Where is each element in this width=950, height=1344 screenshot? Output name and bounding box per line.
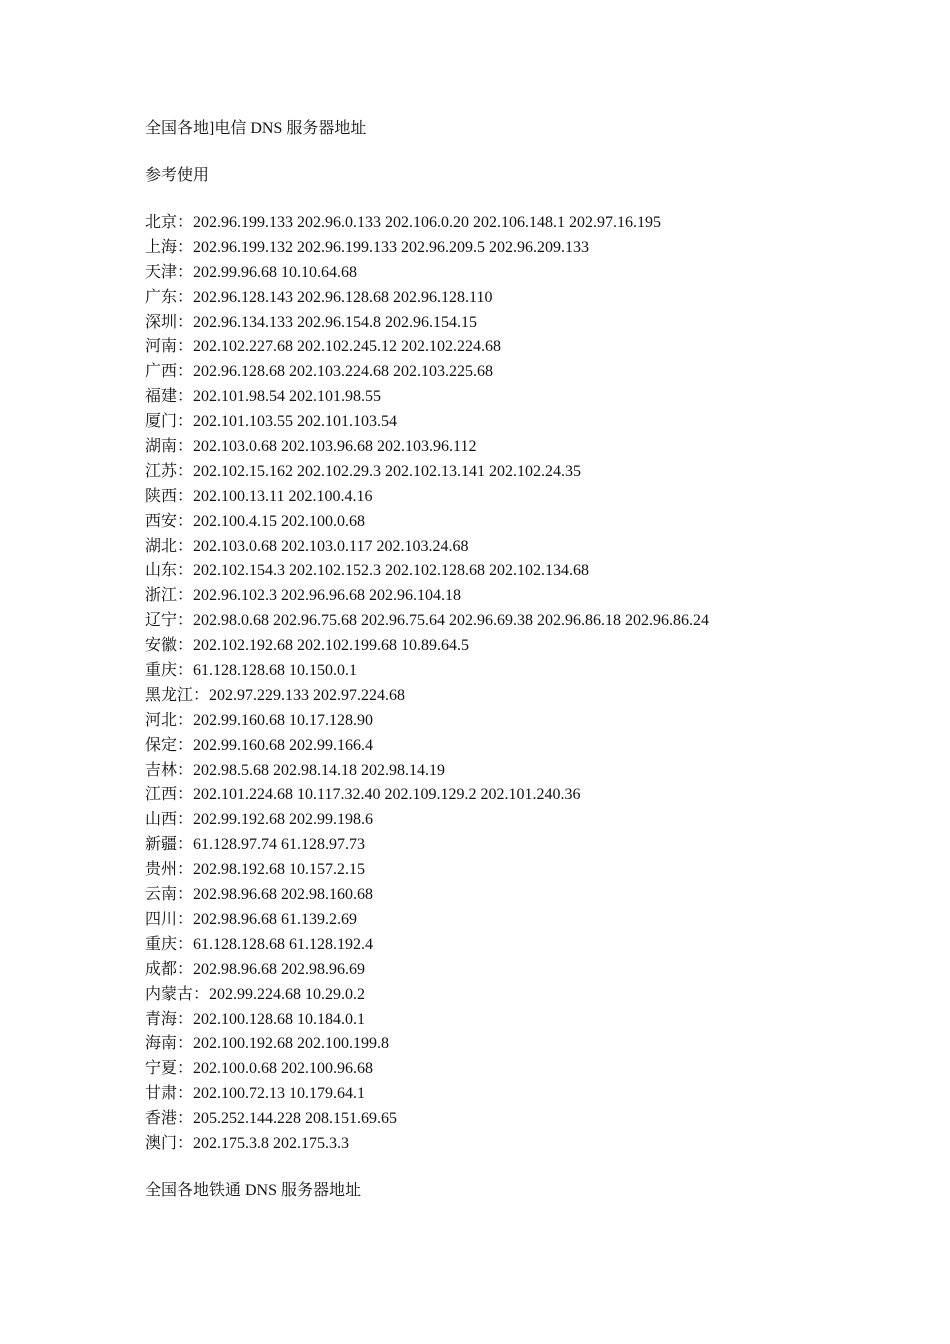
region-separator: ：: [177, 910, 194, 928]
dns-entry-row: [145, 1008, 905, 1033]
dns-server-addresses: 202.102.15.162 202.102.29.3 202.102.13.141 202.102.24.35: [193, 462, 582, 480]
region-separator: ：: [177, 238, 194, 256]
region-name: 浙江: [145, 587, 178, 605]
dns-entry-row: [145, 360, 905, 385]
dns-server-addresses: 202.101.98.54 202.101.98.55: [193, 388, 382, 406]
dns-entry-row: [145, 510, 905, 535]
region-name: 河南: [145, 338, 178, 356]
dns-entry-row: [145, 485, 905, 510]
region-separator: ：: [177, 786, 194, 804]
dns-entry-row: [145, 684, 905, 709]
region-separator: ：: [177, 214, 194, 231]
region-name: 澳门: [145, 1134, 178, 1152]
region-separator: ：: [177, 1035, 194, 1053]
region-separator: ：: [177, 861, 194, 879]
dns-server-addresses: 202.99.224.68 10.29.0.2: [209, 985, 366, 1003]
region-name: 辽宁: [145, 612, 178, 630]
dns-entry-row: [145, 584, 905, 609]
dns-server-addresses: 202.103.0.68 202.103.0.117 202.103.24.68: [193, 537, 469, 555]
region-separator: ：: [177, 637, 194, 655]
dns-server-addresses: 202.100.72.13 10.179.64.1: [193, 1085, 366, 1103]
dns-server-addresses: 202.98.5.68 202.98.14.18 202.98.14.19: [193, 761, 446, 779]
dns-server-addresses: 202.99.160.68 10.17.128.90: [193, 711, 374, 729]
region-separator: ：: [177, 960, 194, 978]
dns-server-addresses: 61.128.128.68 61.128.192.4: [193, 935, 374, 953]
region-name: 青海: [145, 1010, 178, 1028]
dns-entry-row: [145, 759, 905, 784]
region-separator: ：: [177, 338, 194, 356]
region-name: 甘肃: [145, 1085, 178, 1103]
dns-entry-row: [145, 535, 905, 560]
region-name: 海南: [145, 1035, 178, 1053]
region-separator: ：: [177, 886, 194, 904]
dns-entry-row: [145, 709, 905, 734]
dns-entry-row: [145, 1032, 905, 1057]
dns-server-addresses: 202.98.0.68 202.96.75.68 202.96.75.64 202.96.69.38 202.96.86.18 202.96.86.24: [193, 612, 710, 630]
region-name: 四川: [145, 910, 178, 928]
region-separator: ：: [177, 388, 194, 406]
dns-entry-row: [145, 833, 905, 858]
region-separator: ：: [177, 487, 194, 505]
region-name: 广东: [145, 288, 178, 306]
region-name: 新疆: [145, 836, 178, 854]
region-name: 天津: [145, 263, 178, 281]
region-separator: ：: [177, 662, 194, 680]
region-name: 河北: [145, 711, 178, 729]
region-name: 重庆: [145, 935, 178, 953]
dns-entry-row: [145, 286, 905, 311]
region-name: 吉林: [145, 761, 178, 779]
dns-entry-row: [145, 808, 905, 833]
region-separator: ：: [177, 587, 194, 605]
dns-entry-row: [145, 858, 905, 883]
dns-entry-row: [145, 385, 905, 410]
region-separator: ：: [177, 263, 194, 281]
dns-server-addresses: 202.99.160.68 202.99.166.4: [193, 736, 374, 754]
dns-server-addresses: 61.128.97.74 61.128.97.73: [193, 836, 366, 854]
region-separator: ：: [177, 1010, 194, 1028]
dns-server-addresses: 202.100.128.68 10.184.0.1: [193, 1010, 366, 1028]
region-separator: ：: [177, 438, 194, 456]
region-name: 江西: [145, 786, 178, 804]
dns-entry-row: [145, 609, 905, 634]
dns-entry-row: [145, 958, 905, 983]
dns-entry-row: [145, 236, 905, 261]
region-name: 安徽: [145, 637, 178, 655]
document-title: 全国各地]电信 DNS 服务器地址: [145, 120, 367, 137]
region-separator: ：: [177, 1060, 194, 1078]
region-separator: ：: [177, 462, 194, 480]
region-separator: ：: [177, 711, 194, 729]
dns-server-addresses: 61.128.128.68 10.150.0.1: [193, 662, 358, 680]
region-separator: ：: [177, 512, 194, 530]
dns-server-addresses: 202.98.96.68 202.98.96.69: [193, 960, 366, 978]
dns-entry-row: [145, 335, 905, 360]
region-separator: ：: [177, 1134, 194, 1152]
dns-entry-row: [145, 734, 905, 759]
dns-entry-row: [145, 460, 905, 485]
dns-server-list: [145, 211, 905, 1157]
dns-entry-row: [145, 983, 905, 1008]
dns-entry-row: [145, 311, 905, 336]
region-separator: ：: [177, 537, 194, 555]
dns-server-addresses: 202.98.96.68 202.98.160.68: [193, 886, 374, 904]
dns-entry-row: [145, 435, 905, 460]
region-name: 湖北: [145, 537, 178, 555]
dns-server-addresses: 202.100.4.15 202.100.0.68: [193, 512, 366, 530]
region-separator: ：: [177, 363, 194, 381]
dns-server-addresses: 202.100.0.68 202.100.96.68: [193, 1060, 374, 1078]
dns-server-addresses: 202.96.128.143 202.96.128.68 202.96.128.110: [193, 288, 493, 306]
dns-entry-row: [145, 559, 905, 584]
dns-entry-row: [145, 883, 905, 908]
region-separator: ：: [177, 761, 194, 779]
region-separator: ：: [177, 836, 194, 854]
region-separator: ：: [177, 736, 194, 754]
document-page: [145, 117, 905, 1203]
dns-server-addresses: 202.103.0.68 202.103.96.68 202.103.96.112: [193, 438, 477, 456]
region-name: 香港: [145, 1110, 178, 1128]
region-name: 保定: [145, 736, 178, 754]
region-name: 西安: [145, 512, 178, 530]
dns-entry-row: [145, 908, 905, 933]
region-name: 成都: [145, 960, 178, 978]
region-name: 陕西: [145, 487, 178, 505]
dns-server-addresses: 205.252.144.228 208.151.69.65: [193, 1110, 398, 1128]
dns-server-addresses: 202.101.103.55 202.101.103.54: [193, 413, 398, 431]
region-name: 北京: [145, 214, 178, 231]
dns-entry-row: [145, 783, 905, 808]
region-separator: ：: [177, 1085, 194, 1103]
region-name: 上海: [145, 238, 178, 256]
dns-entry-row: [145, 1132, 905, 1157]
region-name: 黑龙江: [145, 686, 194, 704]
dns-entry-row: [145, 261, 905, 286]
dns-server-addresses: 202.96.134.133 202.96.154.8 202.96.154.15: [193, 313, 478, 331]
dns-server-addresses: 202.100.192.68 202.100.199.8: [193, 1035, 390, 1053]
region-name: 山东: [145, 562, 178, 580]
dns-entry-row: [145, 634, 905, 659]
dns-server-addresses: 202.97.229.133 202.97.224.68: [209, 686, 406, 704]
dns-entry-row: [145, 1082, 905, 1107]
dns-server-addresses: 202.96.199.132 202.96.199.133 202.96.209.5 202.96.209.133: [193, 238, 590, 256]
region-name: 江苏: [145, 462, 178, 480]
dns-server-addresses: 202.98.96.68 61.139.2.69: [193, 910, 358, 928]
dns-server-addresses: 202.175.3.8 202.175.3.3: [193, 1134, 350, 1152]
region-separator: ：: [177, 562, 194, 580]
dns-entry-row: [145, 1107, 905, 1132]
region-separator: ：: [177, 811, 194, 829]
region-name: 宁夏: [145, 1060, 178, 1078]
dns-entry-row: [145, 211, 905, 236]
region-name: 内蒙古: [145, 985, 194, 1003]
dns-entry-row: [145, 933, 905, 958]
dns-entry-row: [145, 410, 905, 435]
region-separator: ：: [177, 288, 194, 306]
dns-server-addresses: 202.101.224.68 10.117.32.40 202.109.129.2 202.101.240.36: [193, 786, 581, 804]
next-section-heading: 全国各地铁通 DNS 服务器地址: [145, 1181, 362, 1199]
dns-server-addresses: 202.96.199.133 202.96.0.133 202.106.0.20 202.106.148.1 202.97.16.195: [193, 214, 662, 231]
region-name: 云南: [145, 886, 178, 904]
region-name: 广西: [145, 363, 178, 381]
region-name: 湖南: [145, 438, 178, 456]
region-separator: ：: [193, 686, 210, 704]
dns-server-addresses: 202.99.96.68 10.10.64.68: [193, 263, 358, 281]
dns-server-addresses: 202.96.102.3 202.96.96.68 202.96.104.18: [193, 587, 462, 605]
region-separator: ：: [177, 413, 194, 431]
region-separator: ：: [193, 985, 210, 1003]
region-name: 深圳: [145, 313, 178, 331]
region-separator: ：: [177, 1110, 194, 1128]
region-name: 贵州: [145, 861, 178, 879]
region-separator: ：: [177, 612, 194, 630]
region-name: 重庆: [145, 662, 178, 680]
dns-server-addresses: 202.102.192.68 202.102.199.68 10.89.64.5: [193, 637, 470, 655]
region-separator: ：: [177, 935, 194, 953]
dns-server-addresses: 202.99.192.68 202.99.198.6: [193, 811, 374, 829]
document-subtitle: 参考使用: [145, 167, 210, 184]
dns-server-addresses: 202.102.154.3 202.102.152.3 202.102.128.68 202.102.134.68: [193, 562, 590, 580]
region-name: 福建: [145, 388, 178, 406]
dns-server-addresses: 202.102.227.68 202.102.245.12 202.102.224.68: [193, 338, 502, 356]
dns-entry-row: [145, 659, 905, 684]
dns-server-addresses: 202.96.128.68 202.103.224.68 202.103.225.68: [193, 363, 494, 381]
region-name: 山西: [145, 811, 178, 829]
region-separator: ：: [177, 313, 194, 331]
dns-server-addresses: 202.100.13.11 202.100.4.16: [193, 487, 373, 505]
dns-entry-row: [145, 1057, 905, 1082]
dns-server-addresses: 202.98.192.68 10.157.2.15: [193, 861, 366, 879]
region-name: 厦门: [145, 413, 178, 431]
